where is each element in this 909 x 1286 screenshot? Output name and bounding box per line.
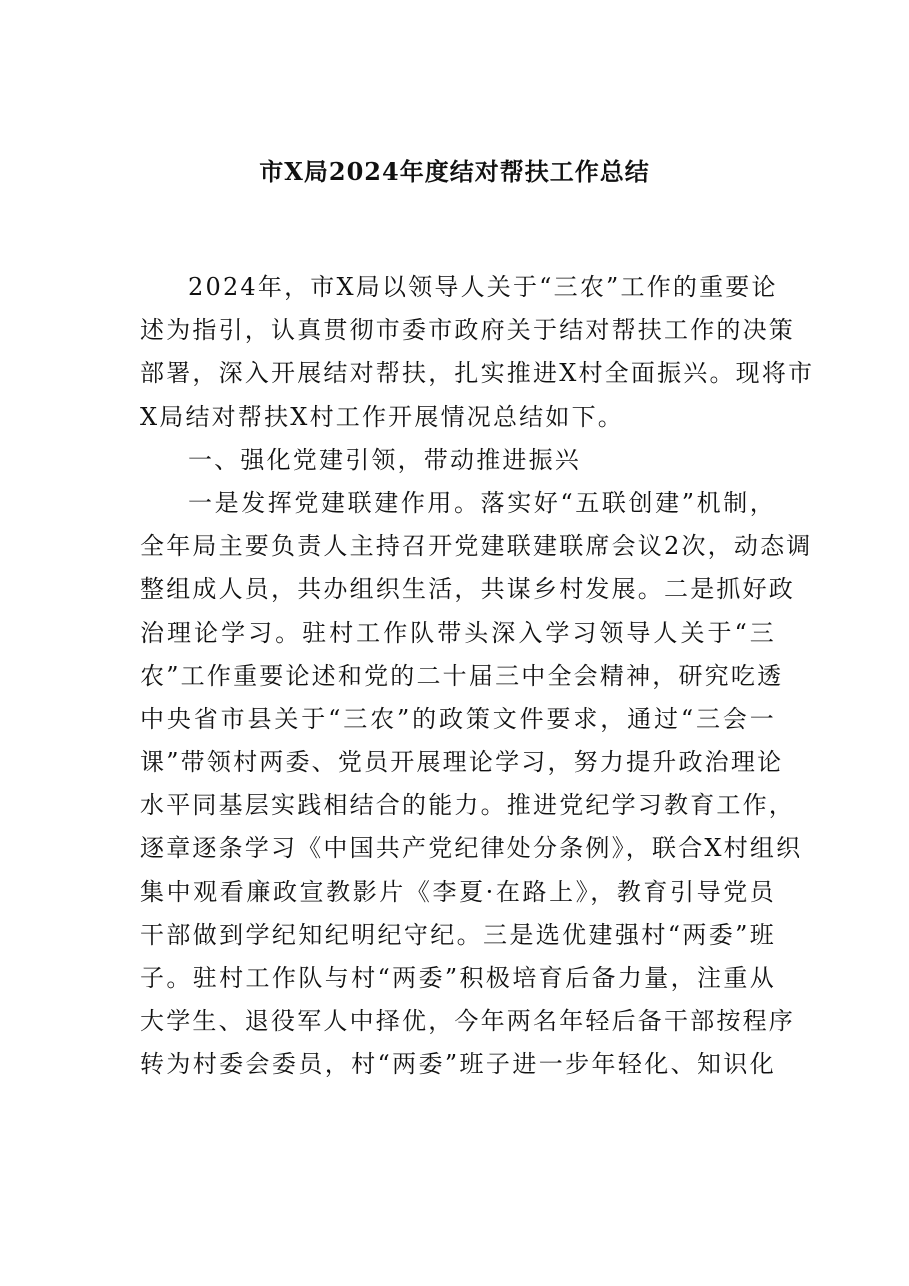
paragraph-line: 农”工作重要论述和党的二十届三中全会精神，研究吃透 — [140, 661, 784, 690]
paragraph-line: 转为村委会委员，村“两委”班子进一步年轻化、知识化 — [140, 1050, 776, 1079]
paragraph-line: 干部做到学纪知纪明纪守纪。三是选优建强村“两委”班 — [140, 920, 776, 949]
paragraph-line: 水平同基层实践相结合的能力。推进党纪学习教育工作， — [140, 791, 795, 820]
paragraph-line: 2024年，市X局以领导人关于“三农”工作的重要论 — [188, 273, 778, 301]
document-title: 市X局2024年度结对帮扶工作总结 — [259, 157, 650, 186]
paragraph-line: 全年局主要负责人主持召开党建联建联席会议2次，动态调 — [140, 532, 813, 561]
paragraph-line: 逐章逐条学习《中国共产党纪律处分条例》，联合X村组织 — [140, 834, 803, 863]
paragraph-line: 集中观看廉政宣教影片《李夏·在路上》，教育引导党员 — [140, 877, 776, 906]
paragraph-line: 述为指引，认真贯彻市委市政府关于结对帮扶工作的决策 — [140, 316, 795, 345]
paragraph-line: 子。驻村工作队与村“两委”积极培育后备力量，注重从 — [140, 964, 776, 992]
paragraph-line: 治理论学习。驻村工作队带头深入学习领导人关于“三 — [140, 618, 776, 647]
document-body — [140, 266, 815, 1087]
paragraph-line: 课”带领村两委、党员开展理论学习，努力提升政治理论 — [140, 748, 784, 777]
paragraph-line: 中央省市县关于“三农”的政策文件要求，通过“三会一 — [140, 704, 776, 733]
paragraph-line: 部署，深入开展结对帮扶，扎实推进X村全面振兴。现将市 — [140, 359, 815, 388]
section-heading: 一、强化党建引领，带动推进振兴 — [188, 445, 581, 474]
paragraph-line: 大学生、退役军人中择优，今年两名年轻后备干部按程序 — [140, 1007, 795, 1036]
paragraph-line: 一是发挥党建联建作用。落实好“五联创建”机制， — [188, 488, 776, 517]
paragraph-line: X局结对帮扶X村工作开展情况总结如下。 — [140, 402, 624, 431]
paragraph-line: 整组成人员，共办组织生活，共谋乡村发展。二是抓好政 — [140, 575, 795, 604]
